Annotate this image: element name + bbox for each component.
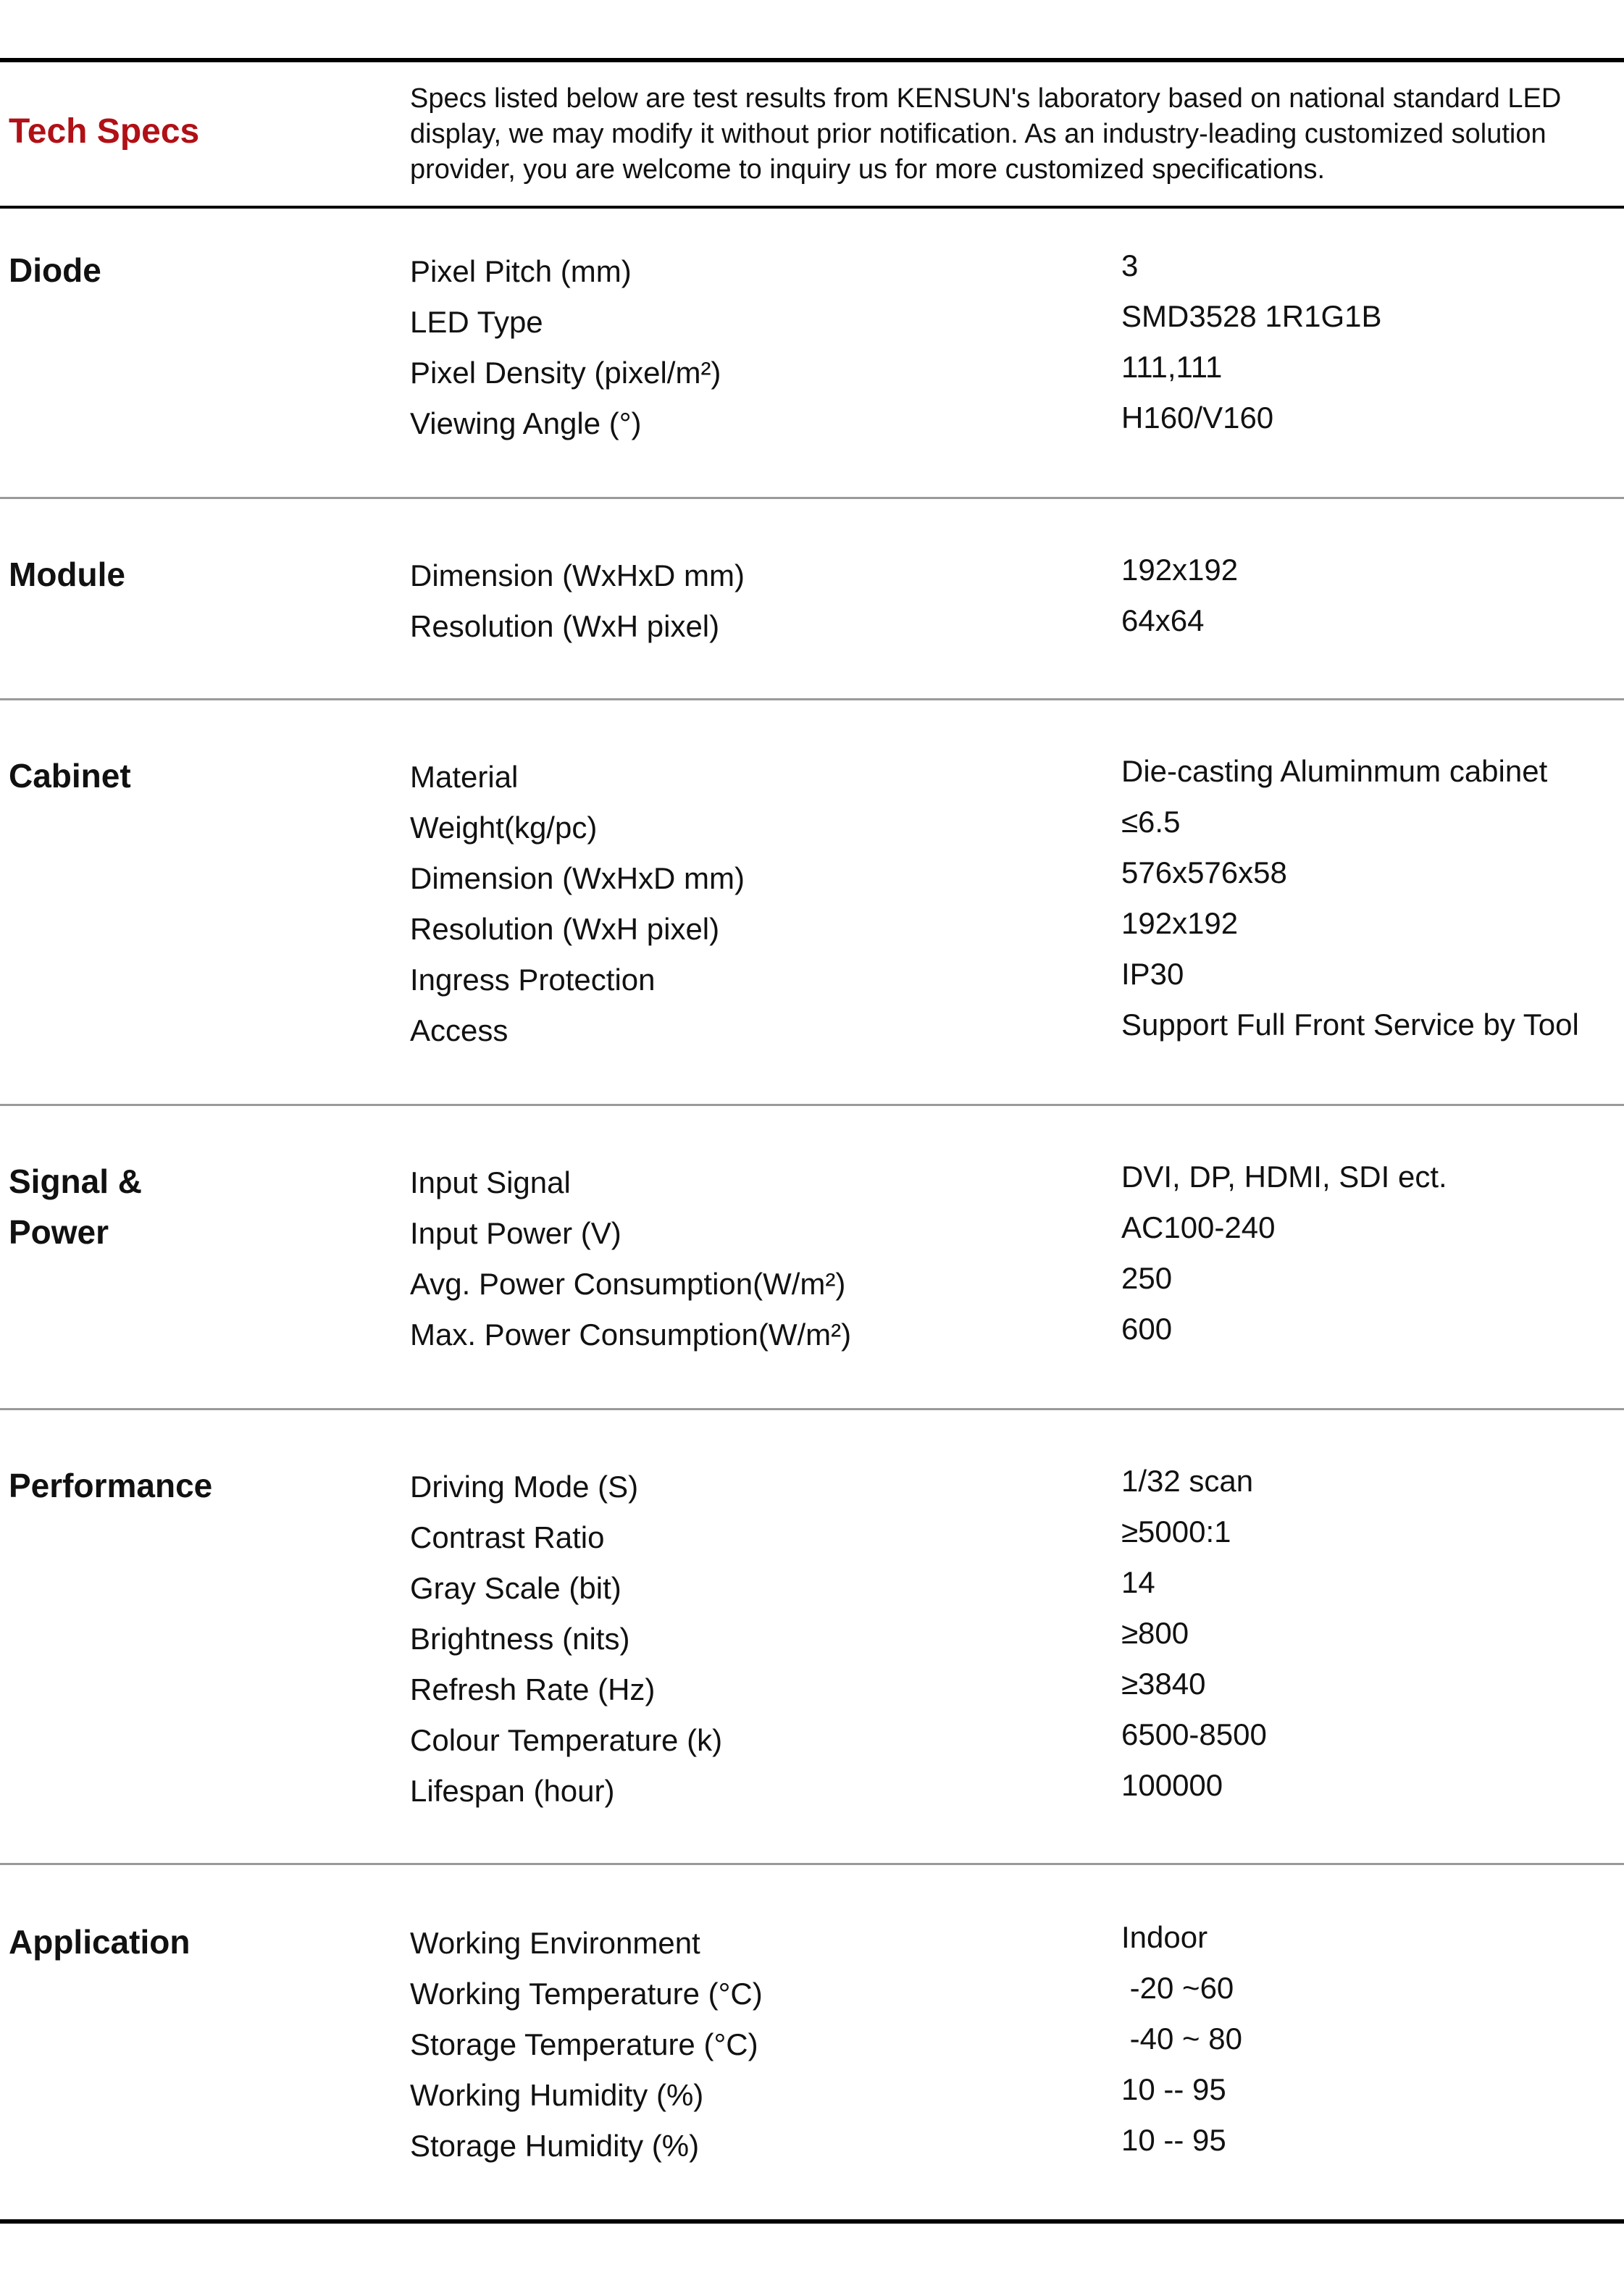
spec-value: ≥800	[1121, 1616, 1189, 1650]
spec-value: Die-casting Aluminmum cabinet	[1121, 754, 1548, 788]
spec-value: SMD3528 1R1G1B	[1121, 299, 1382, 333]
section-divider	[0, 1408, 1624, 1410]
section-title: Signal & Power	[9, 1163, 143, 1251]
spec-label: Avg. Power Consumption(W/m²)	[410, 1267, 846, 1301]
spec-value: 10 -- 95	[1121, 2072, 1226, 2106]
spec-label: Colour Temperature (k)	[410, 1723, 723, 1757]
page-title: Tech Specs	[9, 112, 200, 151]
spec-value: DVI, DP, HDMI, SDI ect.	[1121, 1160, 1447, 1194]
spec-label: Storage Temperature (°C)	[410, 2027, 758, 2061]
spec-value: 1/32 scan	[1121, 1464, 1254, 1498]
section-divider	[0, 698, 1624, 700]
spec-label: Max. Power Consumption(W/m²)	[410, 1318, 852, 1352]
section-title: Application	[9, 1923, 191, 1961]
spec-value: Support Full Front Service by Tool	[1121, 1008, 1579, 1042]
spec-label: Refresh Rate (Hz)	[410, 1672, 656, 1706]
spec-label: LED Type	[410, 305, 543, 339]
spec-label: Access	[410, 1013, 508, 1047]
spec-label: Dimension (WxHxD mm)	[410, 861, 745, 895]
spec-label: Viewing Angle (°)	[410, 406, 642, 440]
spec-label: Gray Scale (bit)	[410, 1571, 621, 1605]
bottom-rule	[0, 2219, 1624, 2224]
spec-label: Working Environment	[410, 1926, 700, 1960]
spec-label: Brightness (nits)	[410, 1622, 630, 1656]
section-divider	[0, 497, 1624, 499]
spec-label: Lifespan (hour)	[410, 1774, 615, 1808]
spec-label: Pixel Density (pixel/m²)	[410, 356, 721, 390]
spec-value: 6500-8500	[1121, 1717, 1267, 1751]
section-title: Cabinet	[9, 757, 131, 795]
spec-label: Driving Mode (S)	[410, 1470, 639, 1504]
spec-value: 64x64	[1121, 603, 1205, 637]
spec-label: Input Signal	[410, 1165, 571, 1199]
section-title: Diode	[9, 251, 101, 289]
spec-label: Ingress Protection	[410, 963, 656, 997]
section-divider	[0, 1104, 1624, 1106]
spec-label: Working Temperature (°C)	[410, 1977, 763, 2011]
spec-value: AC100-240	[1121, 1210, 1276, 1244]
section-divider	[0, 1863, 1624, 1865]
spec-value: 3	[1121, 248, 1139, 282]
spec-label: Dimension (WxHxD mm)	[410, 558, 745, 592]
spec-value: ≤6.5	[1121, 805, 1181, 839]
spec-label: Working Humidity (%)	[410, 2078, 704, 2112]
spec-value: 10 -- 95	[1121, 2123, 1226, 2157]
spec-value: 250	[1121, 1261, 1173, 1295]
spec-value: 192x192	[1121, 906, 1239, 940]
section-title: Module	[9, 556, 125, 593]
spec-label: Pixel Pitch (mm)	[410, 254, 632, 288]
spec-label: Resolution (WxH pixel)	[410, 609, 720, 643]
spec-value: 14	[1121, 1565, 1155, 1599]
spec-value: IP30	[1121, 957, 1184, 991]
spec-value: H160/V160	[1121, 401, 1274, 435]
spec-value: 600	[1121, 1312, 1173, 1346]
spec-value: 192x192	[1121, 553, 1239, 587]
spec-label: Weight(kg/pc)	[410, 810, 598, 845]
spec-label: Input Power (V)	[410, 1216, 621, 1250]
spec-value: ≥5000:1	[1121, 1515, 1231, 1549]
top-rule	[0, 58, 1624, 62]
spec-value: Indoor	[1121, 1920, 1208, 1954]
intro-text: Specs listed below are test results from KENSUN's laboratory based on national standard LED display, we may modify it without prior notification. As an industry-leading customized solution provider, you are welcome to inquiry us for more customized specifications.	[410, 83, 1562, 185]
spec-value: 576x576x58	[1121, 855, 1287, 889]
spec-label: Contrast Ratio	[410, 1520, 605, 1554]
section-title: Performance	[9, 1467, 213, 1504]
header-rule	[0, 206, 1624, 209]
spec-value: 111,111	[1121, 350, 1223, 384]
spec-label: Resolution (WxH pixel)	[410, 912, 720, 946]
spec-label: Material	[410, 760, 519, 794]
spec-value: -40 ~ 80	[1121, 2022, 1242, 2056]
spec-value: -20 ~60	[1121, 1971, 1234, 2005]
spec-value: ≥3840	[1121, 1667, 1206, 1701]
spec-label: Storage Humidity (%)	[410, 2129, 700, 2163]
spec-value: 100000	[1121, 1768, 1223, 1802]
